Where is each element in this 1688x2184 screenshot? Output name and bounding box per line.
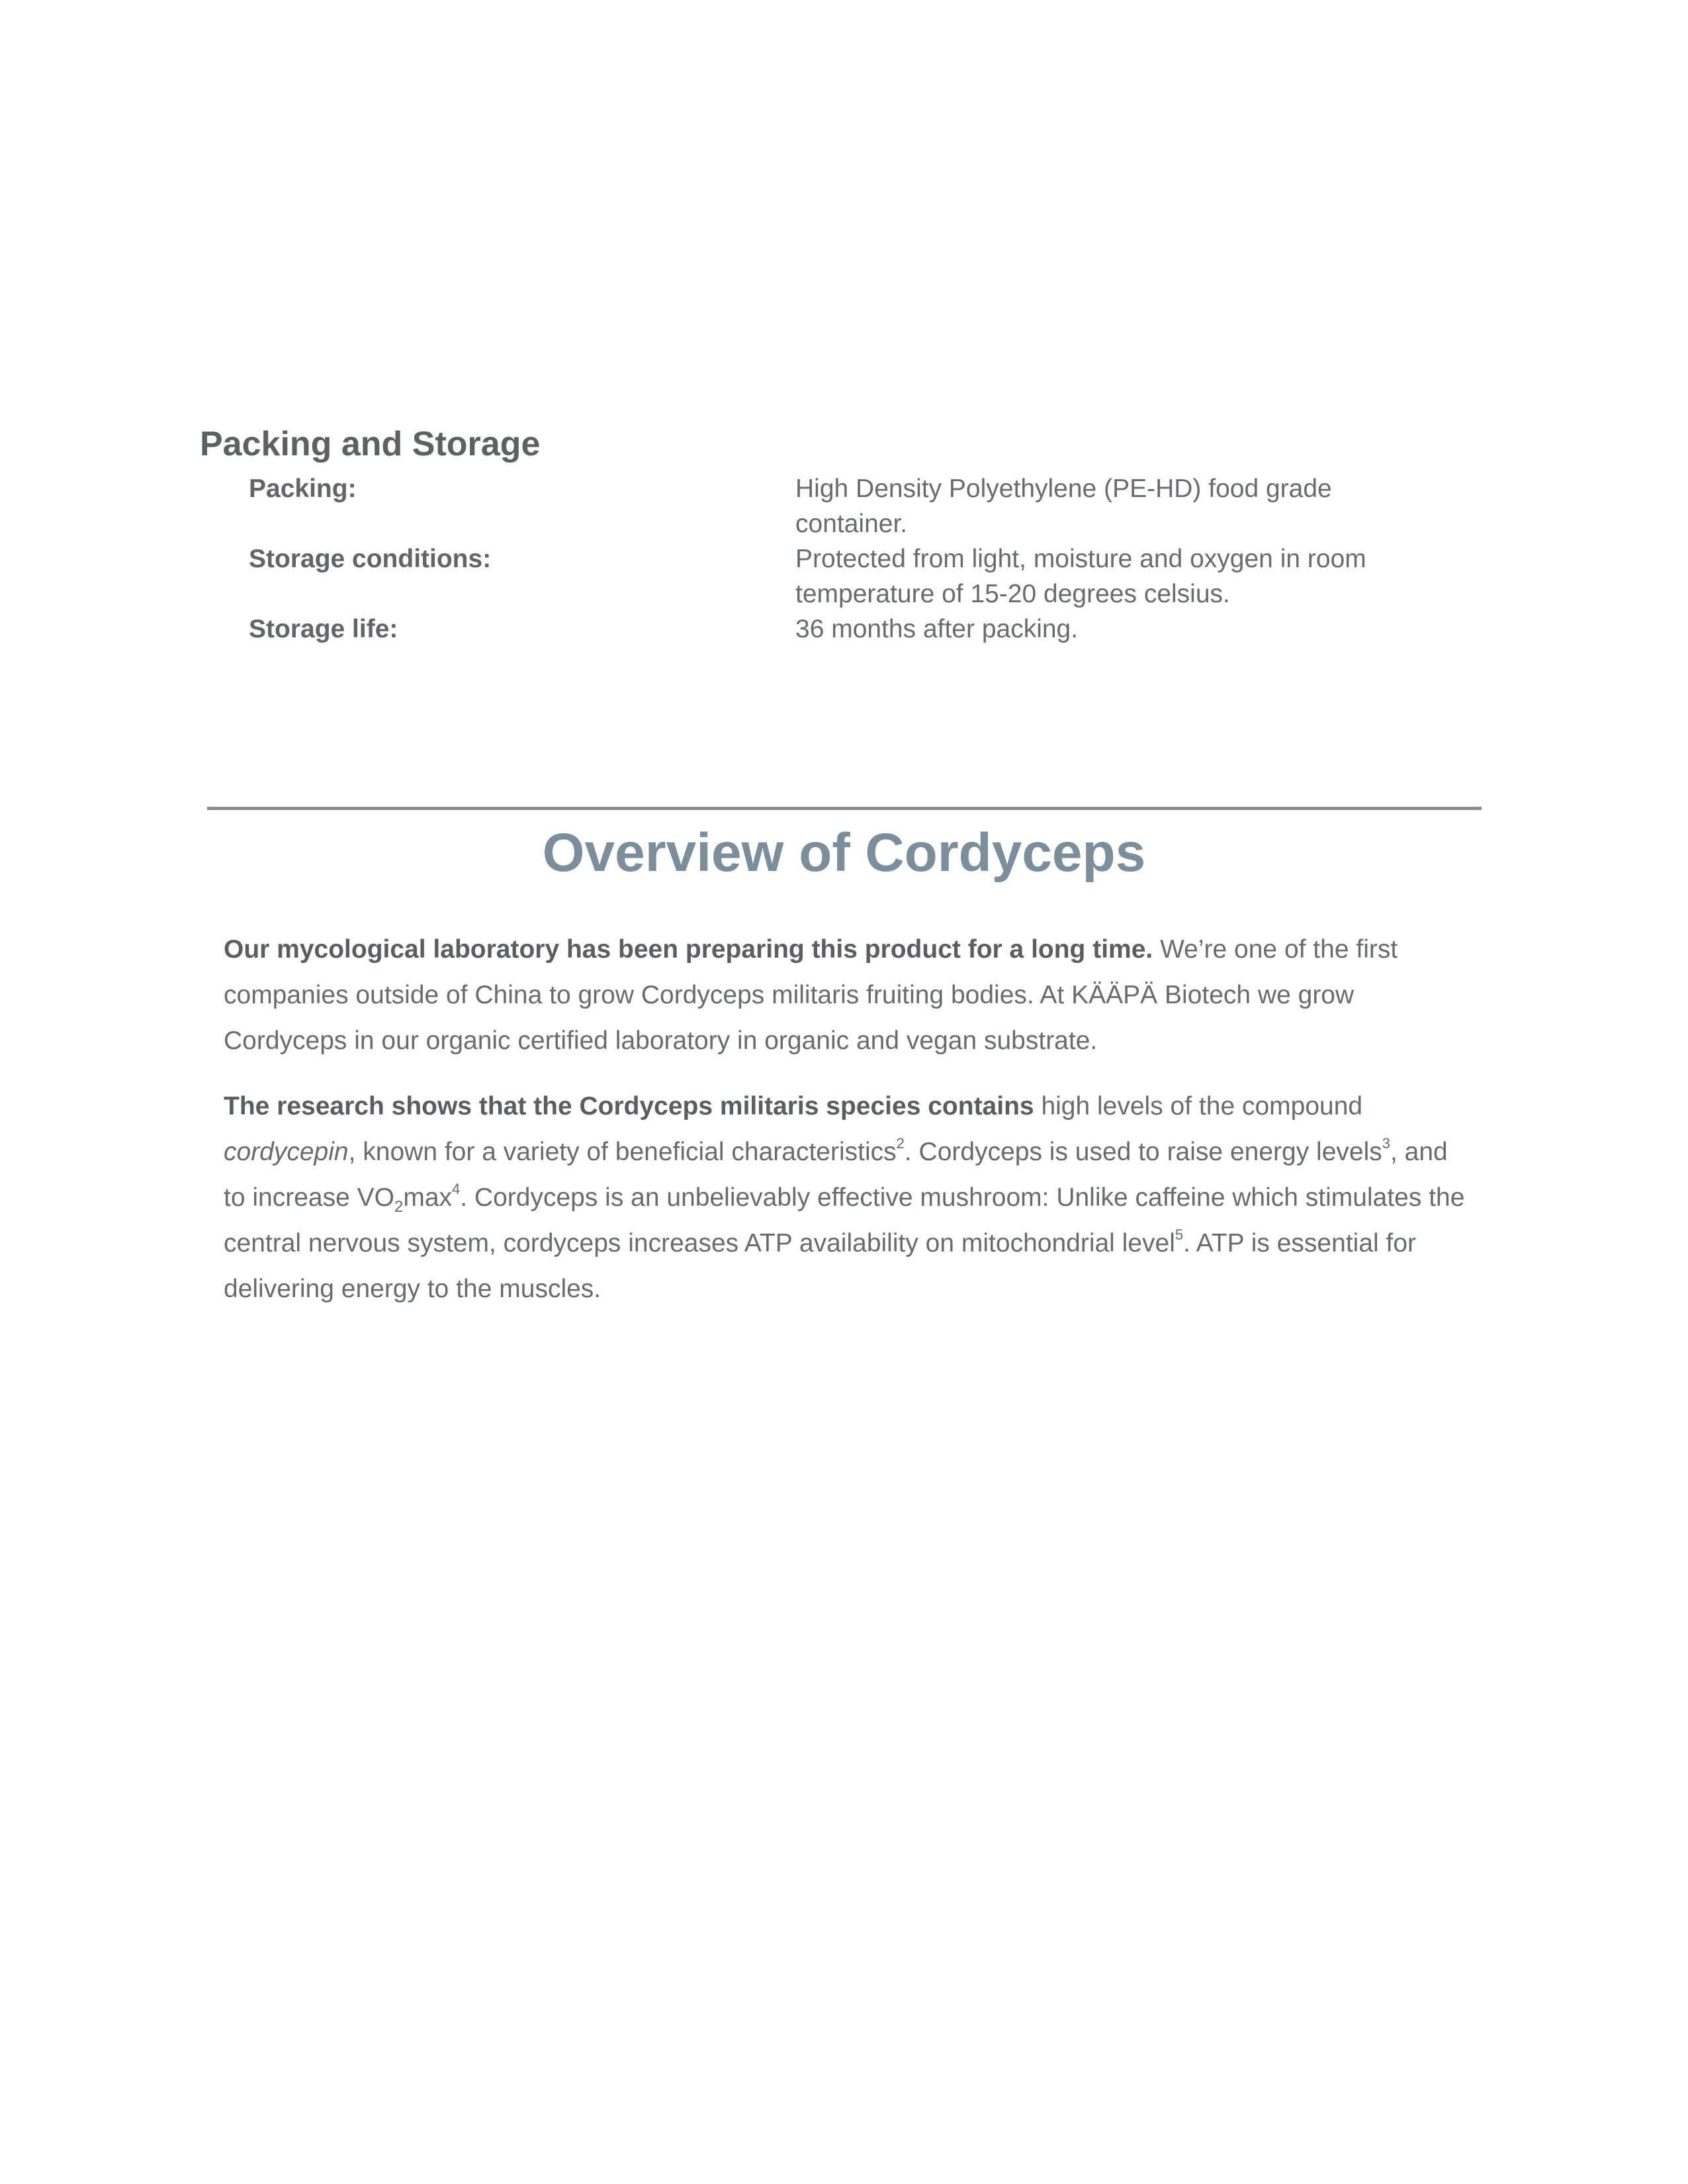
- paragraph-text: . Cordyceps is an unbelievably effective mushroom: Unlike caffeine which stimulates the central nervous system, cordyceps increases ATP availability on mitochondrial level: [224, 1183, 1465, 1257]
- spec-label: Packing:: [249, 475, 357, 503]
- compound-name: cordycepin: [224, 1138, 349, 1166]
- paragraph-text: , and to increase VO: [224, 1138, 1448, 1212]
- overview-paragraph-1: [224, 927, 1468, 1064]
- footnote-ref: 5: [1175, 1226, 1184, 1243]
- paragraph-text: high levels of the compound: [1034, 1092, 1363, 1120]
- paragraph-text: . Cordyceps is used to raise energy levels: [904, 1138, 1382, 1166]
- spec-row-storage-conditions: [249, 541, 1440, 612]
- spec-row-packing: [249, 471, 1440, 541]
- lead-sentence: The research shows that the Cordyceps militaris species contains: [224, 1092, 1034, 1120]
- paragraph-text: max: [403, 1183, 453, 1212]
- section-divider: [207, 807, 1482, 810]
- footnote-ref: 4: [452, 1181, 461, 1197]
- overview-heading: Overview of Cordyceps: [542, 823, 1146, 883]
- paragraph-text: , known for a variety of beneficial characteristics: [348, 1138, 897, 1166]
- subscript: 2: [394, 1197, 404, 1216]
- spec-value: High Density Polyethylene (PE-HD) food grade container.: [795, 475, 1332, 538]
- overview-paragraph-2: [224, 1083, 1468, 1312]
- spec-value: 36 months after packing.: [795, 615, 1079, 643]
- spec-label: Storage life:: [249, 615, 398, 643]
- paragraph-text: . ATP is essential for delivering energy to the muscles.: [224, 1229, 1417, 1303]
- paragraph-text: We’re one of the first companies outside of China to grow Cordyceps militaris fruiting bodies. At KÄÄPÄ Biotech we grow Cordyceps in our organic certified laboratory in organic and vegan substrate.: [224, 935, 1398, 1055]
- lead-sentence: Our mycological laboratory has been preparing this product for a long time.: [224, 935, 1153, 964]
- packing-storage-heading: Packing and Storage: [200, 425, 541, 463]
- spec-value: Protected from light, moisture and oxygen in room temperature of 15-20 degrees celsius.: [795, 545, 1366, 608]
- packing-storage-table: [249, 471, 1440, 647]
- spec-row-storage-life: [249, 612, 1440, 647]
- footnote-ref: 2: [896, 1135, 905, 1152]
- footnote-ref: 3: [1382, 1135, 1390, 1152]
- spec-label: Storage conditions:: [249, 545, 492, 573]
